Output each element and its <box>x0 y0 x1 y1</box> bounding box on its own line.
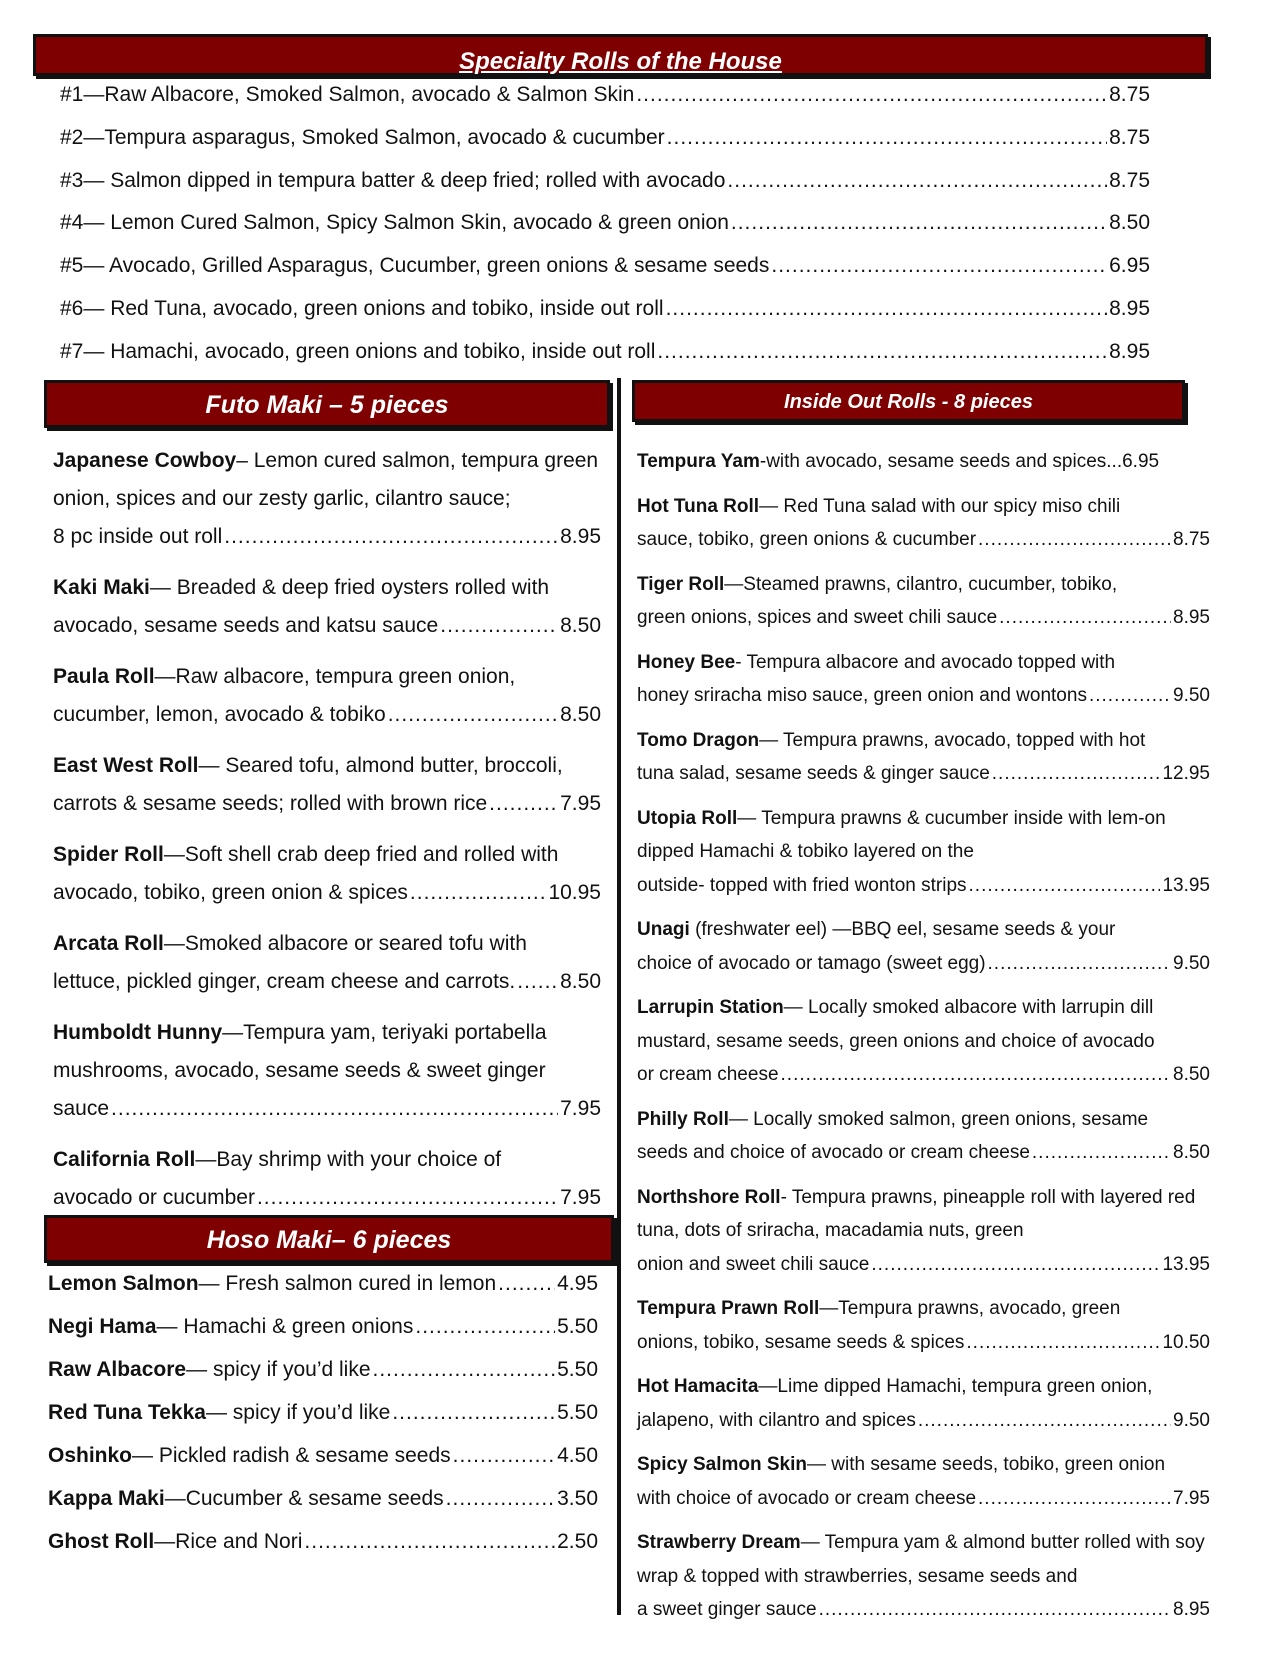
item-description-block <box>637 913 1210 947</box>
item-description-end: avocado, tobiko, green onion & spices <box>53 881 408 904</box>
specialty-roll-item <box>60 126 1150 169</box>
item-description: Tempura prawns, avocado, green <box>838 1298 1121 1319</box>
dot-leader <box>636 83 1107 107</box>
specialty-rolls-heading: Specialty Rolls of the House <box>33 34 1208 76</box>
item-description: Tempura yam & almond butter rolled with soy wrap & topped with strawberries, sesame seeds and <box>637 1532 1205 1587</box>
item-description-block <box>637 1370 1210 1404</box>
item-price: 12.95 <box>1162 763 1210 784</box>
inside-out-roll-item <box>637 1181 1210 1282</box>
item-description-end: carrots & sesame seeds; rolled with brown rice <box>53 792 488 815</box>
futo-maki-item <box>53 836 601 912</box>
inside-out-roll-item <box>637 568 1210 635</box>
item-price-line <box>637 1136 1210 1170</box>
dot-leader <box>819 1593 1171 1627</box>
dot-leader <box>304 1530 555 1554</box>
dot-leader <box>373 1358 556 1382</box>
hoso-maki-item <box>48 1444 598 1487</box>
item-price-line <box>53 963 601 1001</box>
item-description-block <box>53 658 601 696</box>
futo-maki-item <box>53 1014 601 1128</box>
dot-leader <box>1032 1136 1171 1170</box>
item-name: Tempura Prawn Roll <box>637 1298 820 1319</box>
item-name: Spider Roll <box>53 843 164 866</box>
item-name: #5— Avocado, Grilled Asparagus, Cucumber, green onions & sesame seeds <box>60 254 770 278</box>
item-description-end: a sweet ginger sauce <box>637 1599 817 1620</box>
dot-leader <box>388 696 558 734</box>
dot-leader <box>781 1058 1172 1092</box>
item-description-block <box>637 646 1210 680</box>
item-description-end: avocado or cucumber <box>53 1186 255 1209</box>
item-description: with sesame seeds, tobiko, green onion <box>831 1454 1166 1475</box>
item-description-end: avocado, sesame seeds and katsu sauce <box>53 614 439 637</box>
item-name: Larrupin Station <box>637 997 784 1018</box>
dot-leader <box>999 601 1171 635</box>
inside-out-roll-item <box>637 802 1210 903</box>
item-price: 9.50 <box>1173 685 1210 706</box>
item-separator: — <box>163 932 185 955</box>
item-price-line <box>53 1090 601 1128</box>
dot-leader <box>969 869 1161 903</box>
futo-maki-item <box>53 747 601 823</box>
item-name: California Roll <box>53 1148 196 1171</box>
dot-leader <box>410 874 547 912</box>
item-price: 6.95 <box>1109 254 1150 278</box>
item-description: Soft shell crab deep fried and rolled with <box>184 843 559 866</box>
item-price-line <box>53 1179 601 1217</box>
item-name: Tomo Dragon <box>637 729 760 751</box>
item-name: #1—Raw Albacore, Smoked Salmon, avocado & Salmon Skin <box>60 83 635 106</box>
item-price-line <box>637 1482 1210 1516</box>
inside-out-roll-item <box>637 490 1210 557</box>
item-name: #6— Red Tuna, avocado, green onions and tobiko, inside out roll <box>60 296 664 320</box>
item-description: — Fresh salmon cured in lemon <box>198 1272 497 1295</box>
item-description-end: with choice of avocado or cream cheese <box>637 1487 977 1509</box>
item-description-block <box>53 925 601 963</box>
item-description: — Hamachi & green onions <box>156 1315 414 1338</box>
item-price: 10.50 <box>1162 1331 1210 1353</box>
item-description: Tempura yam, teriyaki portabella mushrooms, avocado, sesame seeds & sweet ginger <box>53 1021 547 1082</box>
item-name: #7— Hamachi, avocado, green onions and tobiko, inside out roll <box>60 339 656 363</box>
item-price: 8.95 <box>1109 339 1150 363</box>
dot-leader <box>666 297 1108 321</box>
item-separator: — <box>724 573 744 595</box>
inside-out-roll-item <box>637 1448 1210 1515</box>
item-price-line <box>637 1404 1210 1438</box>
hoso-maki-item <box>48 1272 598 1315</box>
item-description-end: onion and sweet chili sauce <box>637 1253 870 1275</box>
item-name: #2—Tempura asparagus, Smoked Salmon, avocado & cucumber <box>60 125 665 149</box>
inside-out-roll-item <box>637 445 1210 479</box>
dot-leader <box>111 1090 558 1128</box>
dot-leader <box>978 523 1171 557</box>
item-name: Philly Roll <box>637 1108 729 1130</box>
item-separator: — <box>759 729 784 751</box>
item-description-block <box>637 1103 1210 1137</box>
item-price: 3.50 <box>557 1487 598 1510</box>
item-description: Tempura prawns, pineapple roll with layered red tuna, dots of sriracha, macadamia nuts, green <box>637 1186 1196 1241</box>
item-description: Bay shrimp with your choice of <box>216 1148 502 1171</box>
item-description: Tempura prawns & cucumber inside with lem-on dipped Hamachi & tobiko layered on the <box>637 807 1166 862</box>
item-name: Lemon Salmon <box>48 1272 199 1295</box>
item-price: 5.50 <box>557 1401 598 1424</box>
item-separator: — <box>728 1108 754 1130</box>
item-price-line <box>53 785 601 823</box>
specialty-roll-item <box>60 83 1150 126</box>
item-name: Hot Hamacita <box>637 1376 759 1397</box>
item-price: 7.95 <box>560 1097 601 1120</box>
item-description-block <box>637 1181 1210 1248</box>
item-name: Kaki Maki <box>53 576 150 599</box>
specialty-roll-item <box>60 297 1150 340</box>
item-name: Tempura Yam <box>637 451 760 472</box>
item-separator: - <box>735 651 747 673</box>
dot-leader <box>392 1401 555 1425</box>
item-name: Humboldt Hunny <box>53 1021 223 1044</box>
futo-maki-item <box>53 1141 601 1217</box>
item-price: 8.50 <box>560 970 601 993</box>
inside-out-roll-item <box>637 991 1210 1092</box>
item-name: Spicy Salmon Skin <box>637 1454 807 1475</box>
item-price-line <box>637 947 1210 981</box>
inside-out-roll-item <box>637 913 1210 980</box>
item-description-block <box>637 490 1210 524</box>
item-name: Honey Bee <box>637 651 736 673</box>
item-description-block <box>637 1526 1210 1593</box>
item-price: 10.95 <box>548 881 601 904</box>
item-description-block <box>637 991 1210 1058</box>
hoso-maki-heading: Hoso Maki– 6 pieces <box>44 1215 614 1263</box>
item-separator: — <box>783 997 809 1018</box>
item-separator: — <box>163 843 185 866</box>
futo-maki-item <box>53 925 601 1001</box>
item-price: 4.50 <box>557 1444 598 1467</box>
item-name: Hot Tuna Roll <box>637 495 760 517</box>
item-price-line <box>53 696 601 734</box>
dot-leader <box>978 1482 1171 1516</box>
item-price: 5.50 <box>557 1315 598 1338</box>
futo-maki-item <box>53 569 601 645</box>
dot-leader <box>453 1444 555 1468</box>
item-name: Negi Hama <box>48 1315 157 1338</box>
dot-leader <box>446 1487 555 1511</box>
item-separator: – <box>236 449 254 472</box>
item-price-line <box>637 1058 1210 1092</box>
item-separator: - <box>759 451 767 472</box>
item-name: Northshore Roll <box>637 1186 781 1208</box>
item-price: 8.50 <box>560 703 601 726</box>
item-description-block <box>53 747 601 785</box>
item-price: 8.50 <box>1173 1142 1210 1163</box>
item-description: — spicy if you’d like <box>186 1358 371 1381</box>
item-description-end: sauce, tobiko, green onions & cucumber <box>637 529 977 550</box>
inside-out-roll-item <box>637 1370 1210 1437</box>
item-name: #3— Salmon dipped in tempura batter & deep fried; rolled with avocado <box>60 168 726 192</box>
dot-leader <box>517 963 558 1001</box>
item-price-line <box>637 1248 1210 1282</box>
dot-leader <box>731 211 1107 235</box>
item-description: Locally smoked albacore with larrupin dill mustard, sesame seeds, green onions and choice of avocado <box>637 997 1155 1052</box>
item-price: 4.95 <box>557 1272 598 1295</box>
dot-leader <box>988 947 1171 981</box>
inside-out-roll-item <box>637 1103 1210 1170</box>
item-price-line <box>637 869 1210 903</box>
futo-maki-item <box>53 442 601 556</box>
item-name: Paula Roll <box>53 665 155 688</box>
item-description: — Pickled radish & sesame seeds <box>132 1444 451 1467</box>
dot-leader <box>992 757 1161 791</box>
item-separator: - <box>780 1186 792 1208</box>
item-price: 7.95 <box>560 1186 601 1209</box>
item-description: Lemon cured salmon, tempura green onion, spices and our zesty garlic, cilantro sauce; <box>53 449 599 510</box>
item-price: 8.75 <box>1173 529 1210 550</box>
item-price: 8.95 <box>560 525 601 548</box>
item-separator: — <box>759 495 784 517</box>
hoso-maki-item <box>48 1530 598 1573</box>
item-price-line <box>637 679 1210 713</box>
item-description: Smoked albacore or seared tofu with <box>184 932 527 955</box>
item-price: 2.50 <box>557 1530 598 1553</box>
item-price: 9.50 <box>1173 1409 1210 1431</box>
futo-maki-item <box>53 658 601 734</box>
item-description: —Cucumber & sesame seeds <box>164 1487 444 1510</box>
item-description: Locally smoked salmon, green onions, sesame <box>753 1108 1149 1130</box>
item-price-line <box>53 607 601 645</box>
item-description-block <box>53 1141 601 1179</box>
item-price: 6.95 <box>1122 451 1160 472</box>
item-price: 5.50 <box>557 1358 598 1381</box>
item-description-block <box>637 802 1210 869</box>
specialty-roll-item <box>60 340 1150 383</box>
item-description: — spicy if you’d like <box>205 1401 391 1424</box>
dot-leader <box>257 1179 558 1217</box>
item-price: 7.95 <box>560 792 601 815</box>
item-price: 13.95 <box>1162 1253 1210 1275</box>
inside-out-rolls-heading: Inside Out Rolls - 8 pieces <box>632 380 1185 422</box>
item-price: 8.50 <box>1173 1064 1210 1085</box>
item-name: Red Tuna Tekka <box>48 1401 206 1424</box>
item-name: Strawberry Dream <box>637 1532 801 1553</box>
item-description-end: with avocado, sesame seeds and spices... <box>766 451 1123 472</box>
item-description: (freshwater eel) —BBQ eel, sesame seeds & your <box>695 919 1116 940</box>
item-description-end: 8 pc inside out roll <box>53 525 223 548</box>
item-description: Steamed prawns, cilantro, cucumber, tobiko, <box>743 573 1118 595</box>
item-description-end: seeds and choice of avocado or cream cheese <box>637 1142 1030 1163</box>
item-description: Breaded & deep fried oysters rolled with <box>176 576 550 599</box>
dot-leader <box>918 1404 1171 1438</box>
dot-leader <box>415 1315 555 1339</box>
item-price: 7.95 <box>1173 1487 1210 1509</box>
inside-out-rolls-list <box>637 445 1210 1638</box>
hoso-maki-item <box>48 1401 598 1444</box>
item-price-line <box>637 445 1210 479</box>
item-description-end: tuna salad, sesame seeds & ginger sauce <box>637 763 990 784</box>
item-price: 8.50 <box>560 614 601 637</box>
item-separator: — <box>198 754 226 777</box>
dot-leader <box>440 607 558 645</box>
item-description-block <box>53 569 601 607</box>
item-price: 8.95 <box>1109 296 1150 320</box>
specialty-rolls-list <box>60 83 1150 383</box>
item-description-end: onions, tobiko, sesame seeds & spices <box>637 1331 965 1353</box>
dot-leader <box>871 1248 1160 1282</box>
item-name: Utopia Roll <box>637 807 738 829</box>
item-name: Arcata Roll <box>53 932 164 955</box>
item-description: Tempura albacore and avocado topped with <box>746 651 1116 673</box>
hoso-maki-item <box>48 1487 598 1530</box>
dot-leader <box>771 254 1107 278</box>
item-description: Red Tuna salad with our spicy miso chili <box>783 495 1121 517</box>
item-description-block <box>637 1292 1210 1326</box>
hoso-maki-item <box>48 1315 598 1358</box>
item-price-line <box>637 1593 1210 1627</box>
item-description-end: honey sriracha miso sauce, green onion and wontons <box>637 685 1087 706</box>
item-price-line <box>53 518 601 556</box>
futo-maki-list <box>53 442 601 1230</box>
specialty-roll-item <box>60 254 1150 297</box>
item-separator: — <box>195 1148 217 1171</box>
dot-leader <box>489 785 558 823</box>
inside-out-roll-item <box>637 1292 1210 1359</box>
item-price-line <box>53 874 601 912</box>
item-description: Lime dipped Hamachi, tempura green onion, <box>777 1376 1153 1397</box>
item-price: 8.75 <box>1109 83 1150 106</box>
item-description-end: outside- topped with fried wonton strips <box>637 874 967 896</box>
item-name: East West Roll <box>53 754 199 777</box>
item-separator: — <box>807 1454 832 1475</box>
item-name: Oshinko <box>48 1444 133 1467</box>
dot-leader <box>667 126 1107 150</box>
item-name: Raw Albacore <box>48 1358 187 1381</box>
item-description: —Rice and Nori <box>154 1530 303 1553</box>
item-description-end: sauce <box>53 1097 110 1120</box>
item-description-end: jalapeno, with cilantro and spices <box>637 1409 916 1431</box>
item-description-block <box>637 1448 1210 1482</box>
item-description-block <box>637 724 1210 758</box>
item-price: 13.95 <box>1162 874 1210 896</box>
item-price-line <box>637 601 1210 635</box>
item-name: Ghost Roll <box>48 1530 155 1553</box>
item-description-end: choice of avocado or tamago (sweet egg) <box>637 952 986 974</box>
item-name: Unagi <box>637 919 690 940</box>
item-separator: — <box>154 665 176 688</box>
dot-leader <box>657 340 1107 364</box>
dot-leader <box>1089 679 1171 713</box>
item-description-end: or cream cheese <box>637 1064 779 1085</box>
item-price: 8.75 <box>1109 168 1150 192</box>
item-description: Tempura prawns, avocado, topped with hot <box>783 729 1146 751</box>
item-price: 8.50 <box>1109 211 1150 235</box>
specialty-roll-item <box>60 211 1150 254</box>
column-divider <box>617 378 621 1615</box>
item-separator: — <box>737 807 762 829</box>
item-price-line <box>637 523 1210 557</box>
item-name: #4— Lemon Cured Salmon, Spicy Salmon Skin, avocado & green onion <box>60 211 729 235</box>
futo-maki-heading: Futo Maki – 5 pieces <box>44 380 610 428</box>
item-separator: — <box>149 576 177 599</box>
item-description-block <box>53 1014 601 1090</box>
hoso-maki-item <box>48 1358 598 1401</box>
item-separator: — <box>758 1376 778 1397</box>
item-description-end: green onions, spices and sweet chili sauce <box>637 607 998 628</box>
dot-leader <box>224 518 558 556</box>
item-separator: — <box>222 1021 244 1044</box>
item-name: Kappa Maki <box>48 1487 165 1510</box>
item-price: 8.75 <box>1109 125 1150 149</box>
item-price: 9.50 <box>1173 952 1210 974</box>
inside-out-roll-item <box>637 646 1210 713</box>
inside-out-roll-item <box>637 1526 1210 1627</box>
hoso-maki-list <box>48 1272 598 1573</box>
item-description: Seared tofu, almond butter, broccoli, <box>225 754 563 777</box>
item-separator: — <box>800 1532 825 1553</box>
item-name: Tiger Roll <box>637 573 725 595</box>
inside-out-roll-item <box>637 724 1210 791</box>
item-separator: — <box>819 1298 839 1319</box>
specialty-roll-item <box>60 169 1150 212</box>
item-description-end: cucumber, lemon, avocado & tobiko <box>53 703 386 726</box>
item-price: 8.95 <box>1173 607 1210 628</box>
item-description-block <box>53 836 601 874</box>
item-description-end: lettuce, pickled ginger, cream cheese and carrots. <box>53 970 516 993</box>
item-price-line <box>637 1326 1210 1360</box>
item-name: Japanese Cowboy <box>53 449 237 472</box>
item-description-block <box>637 568 1210 602</box>
dot-leader <box>966 1326 1160 1360</box>
item-description-block <box>53 442 601 518</box>
item-price: 8.95 <box>1173 1599 1210 1620</box>
dot-leader <box>498 1272 555 1296</box>
item-description: Raw albacore, tempura green onion, <box>175 665 516 688</box>
dot-leader <box>727 169 1107 193</box>
item-price-line <box>637 757 1210 791</box>
